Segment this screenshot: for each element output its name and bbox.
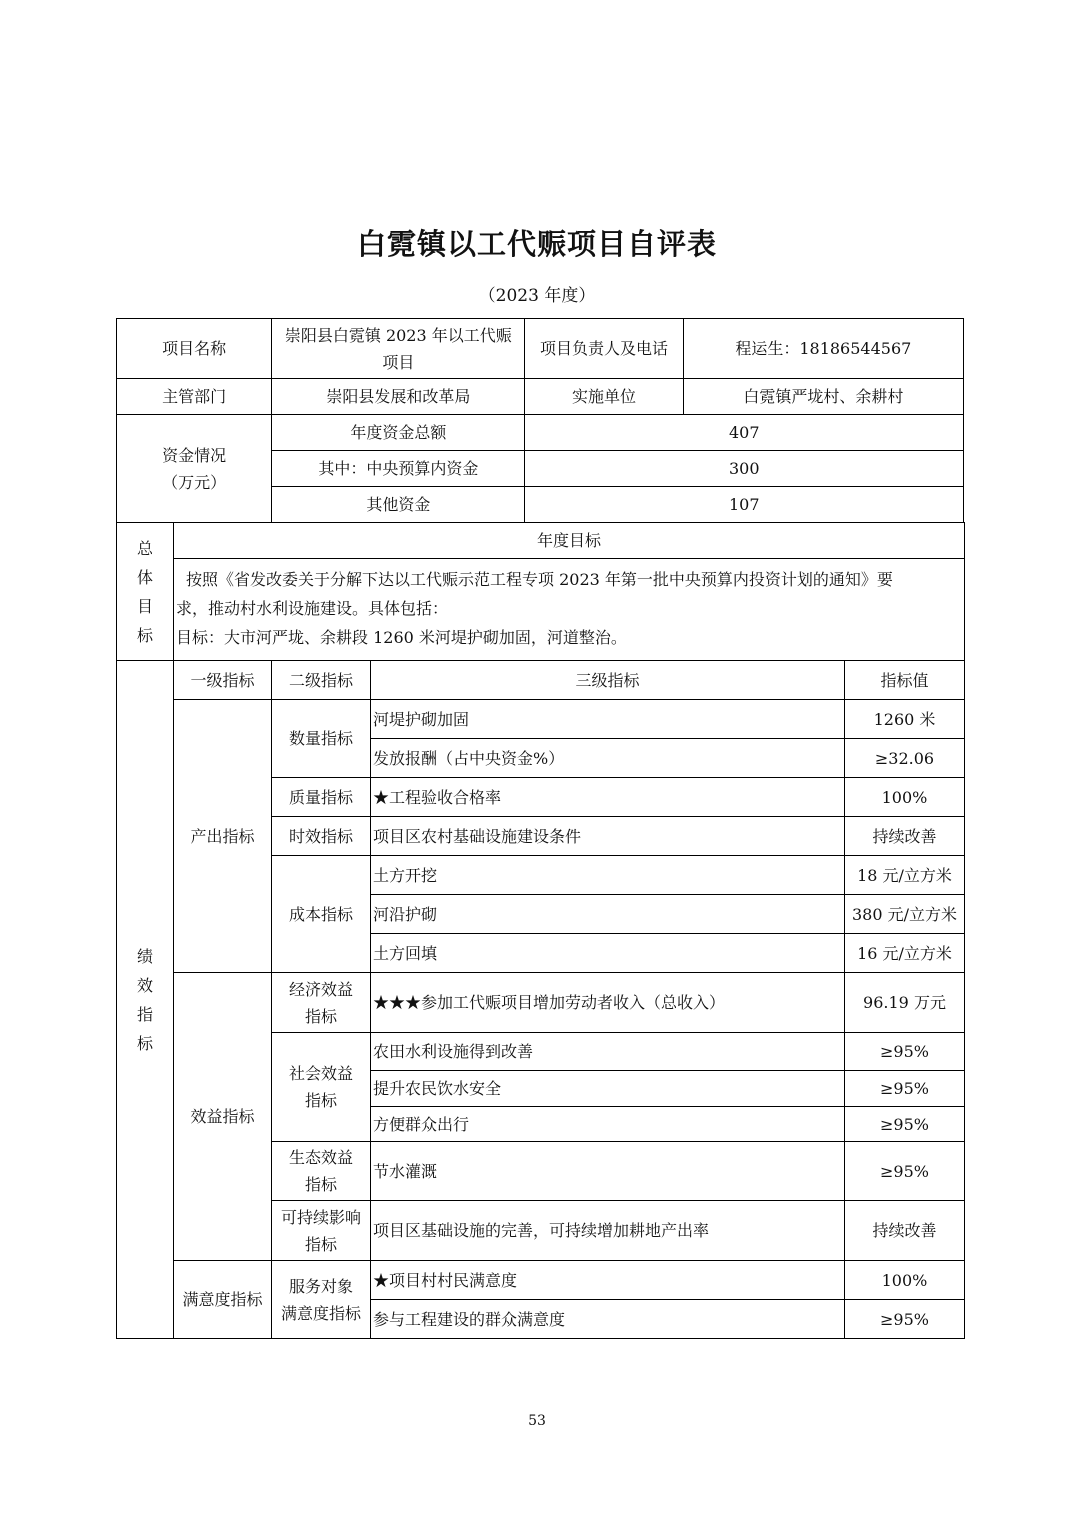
indicator-name: 项目区农村基础设施建设条件 [371, 817, 845, 856]
indicator-value: ≥95% [845, 1071, 965, 1107]
document-title: 白霓镇以工代赈项目自评表 [356, 227, 717, 261]
indicator-value: ≥32.06 [845, 739, 965, 778]
indicator-name: 土方回填 [371, 934, 845, 973]
leader-value: 程运生：18186544567 [683, 319, 963, 379]
project-name-value [272, 319, 525, 379]
funds-central-label: 其中：中央预算内资金 [272, 451, 525, 487]
leader-label: 项目负责人及电话 [525, 319, 683, 379]
goal-label-char: 目 [136, 596, 153, 616]
goal-label [117, 523, 174, 661]
indicator-value: 持续改善 [845, 1201, 965, 1261]
project-name-label: 项目名称 [117, 319, 272, 379]
funds-total-label: 年度资金总额 [272, 415, 525, 451]
indicator-name: ★★★参加工代赈项目增加劳动者收入（总收入） [371, 973, 845, 1033]
satisfaction-label [272, 1261, 371, 1339]
funds-other-value: 107 [525, 487, 964, 523]
indicator-value: 380 元/立方米 [845, 895, 965, 934]
timeliness-label: 时效指标 [272, 817, 371, 856]
indicator-value: ≥95% [845, 1300, 965, 1339]
header-value: 指标值 [845, 661, 965, 700]
goal-label-char: 标 [136, 625, 153, 645]
ecological-label [272, 1142, 371, 1201]
impl-value: 白霓镇严垅村、余耕村 [683, 379, 963, 415]
indicator-name: ★项目村村民满意度 [371, 1261, 845, 1300]
funds-total-value: 407 [525, 415, 964, 451]
satisfaction-label-line2: 满意度指标 [280, 1303, 361, 1323]
goal-text [174, 559, 965, 661]
social-label-line1: 社会效益 [288, 1064, 353, 1083]
perf-label [117, 661, 174, 1339]
perf-label-char: 指 [136, 1004, 153, 1024]
goal-line: 求，推动村水利设施建设。具体包括： [176, 599, 449, 618]
cost-label: 成本指标 [272, 856, 371, 973]
funds-central-value: 300 [525, 451, 964, 487]
ecological-label-line2: 指标 [304, 1175, 337, 1194]
indicator-name: 参与工程建设的群众满意度 [371, 1300, 845, 1339]
funds-label-line1: 资金情况 [162, 445, 227, 465]
dept-value: 崇阳县发展和改革局 [272, 379, 525, 415]
indicator-name: 提升农民饮水安全 [371, 1071, 845, 1107]
indicator-name: 河沿护砌 [371, 895, 845, 934]
indicator-value: 16 元/立方米 [845, 934, 965, 973]
indicator-value: 18 元/立方米 [845, 856, 965, 895]
indicator-value: 96.19 万元 [845, 973, 965, 1033]
goal-header: 年度目标 [174, 523, 965, 559]
indicator-name: 农田水利设施得到改善 [371, 1033, 845, 1071]
economic-label-line1: 经济效益 [288, 979, 353, 999]
economic-label-line2: 指标 [304, 1006, 337, 1026]
economic-label [272, 973, 371, 1033]
social-label-line2: 指标 [304, 1091, 337, 1110]
funds-label [117, 415, 272, 523]
indicator-value: ≥95% [845, 1142, 965, 1201]
header-level3: 三级指标 [371, 661, 845, 700]
header-level1: 一级指标 [174, 661, 272, 700]
satisfaction-level1: 满意度指标 [174, 1261, 272, 1339]
indicator-name: 项目区基础设施的完善，可持续增加耕地产出率 [371, 1201, 845, 1261]
indicator-value: 100% [845, 1261, 965, 1300]
sustainable-label [272, 1201, 371, 1261]
indicator-value: ≥95% [845, 1107, 965, 1142]
output-level1: 产出指标 [174, 700, 272, 973]
indicator-name: 发放报酬（占中央资金%） [371, 739, 845, 778]
project-info-table [116, 318, 964, 523]
performance-table [116, 660, 965, 1339]
sustainable-label-line1: 可持续影响 [280, 1207, 361, 1227]
header-level2: 二级指标 [272, 661, 371, 700]
benefit-level1: 效益指标 [174, 973, 272, 1261]
perf-label-char: 绩 [136, 946, 153, 966]
goal-label-char: 总 [136, 538, 153, 558]
goal-line: 目标：大市河严垅、余耕段 1260 米河堤护砌加固，河道整治。 [176, 628, 627, 647]
goal-label-char: 体 [136, 567, 153, 587]
indicator-name: 河堤护砌加固 [371, 700, 845, 739]
page-number: 53 [528, 1413, 546, 1429]
indicator-name: 土方开挖 [371, 856, 845, 895]
perf-label-char: 效 [136, 975, 153, 995]
social-label [272, 1033, 371, 1142]
impl-label: 实施单位 [525, 379, 683, 415]
indicator-name: 节水灌溉 [371, 1142, 845, 1201]
satisfaction-label-line1: 服务对象 [288, 1276, 353, 1296]
dept-label: 主管部门 [117, 379, 272, 415]
quantity-label: 数量指标 [272, 700, 371, 778]
funds-other-label: 其他资金 [272, 487, 525, 523]
indicator-name: ★工程验收合格率 [371, 778, 845, 817]
funds-label-line2: （万元） [162, 472, 227, 492]
project-name-line1: 崇阳县白霓镇 2023 年以工代赈 [284, 325, 512, 345]
project-name-line2: 项目 [382, 352, 415, 372]
indicator-value: 1260 米 [845, 700, 965, 739]
indicator-value: 持续改善 [845, 817, 965, 856]
indicator-name: 方便群众出行 [371, 1107, 845, 1142]
goal-line: 按照《省发改委关于分解下达以工代赈示范工程专项 2023 年第一批中央预算内投资计划的通知》要 [186, 570, 893, 589]
document-subtitle: （2023 年度） [478, 286, 596, 306]
indicator-value: ≥95% [845, 1033, 965, 1071]
quality-label: 质量指标 [272, 778, 371, 817]
perf-label-char: 标 [136, 1033, 153, 1053]
goal-table [116, 522, 965, 661]
sustainable-label-line2: 指标 [304, 1234, 337, 1254]
ecological-label-line1: 生态效益 [288, 1148, 353, 1167]
indicator-value: 100% [845, 778, 965, 817]
